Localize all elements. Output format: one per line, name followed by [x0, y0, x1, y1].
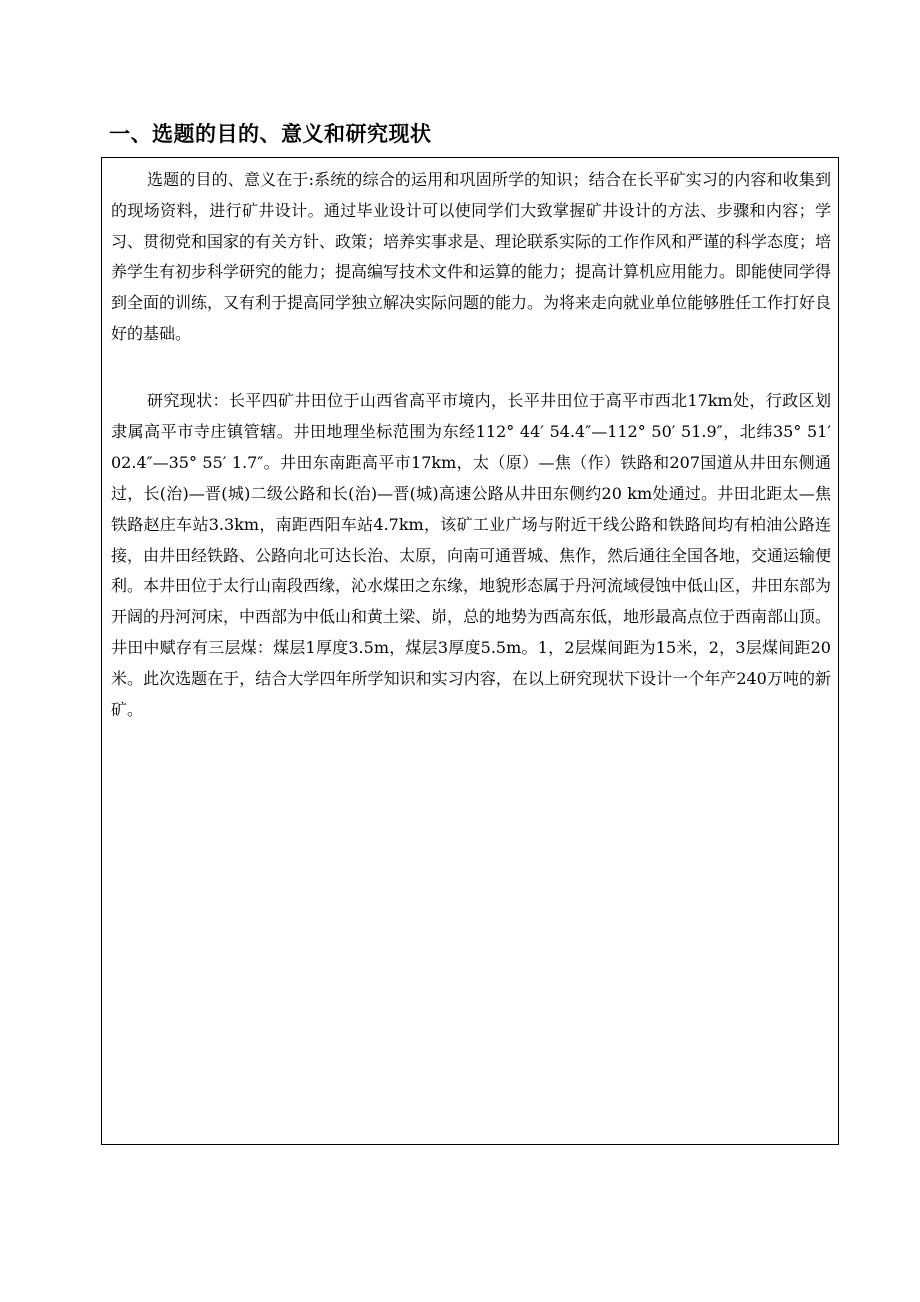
section-heading: 一、选题的目的、意义和研究现状 [109, 122, 432, 146]
content-box [101, 157, 839, 1145]
research-status-paragraph: 研究现状：长平四矿井田位于山西省高平市境内，长平井田位于高平市西北17km处，行政区划隶属高平市寺庄镇管辖。井田地理坐标范围为东经112° 44′ 54.4″—112° 50′ 51.9″，北纬35° 51′ 02.4″—35° 55′ 1.7″。井田东南距高平市17km，太（原）—焦（作）铁路和207国道从井田东侧通过，长(治)—晋(城)二级公路和长(治)—晋(城)高速公路从井田东侧约20 km处通过。井田北距太—焦铁路赵庄车站3.3km，南距西阳车站4.7km，该矿工业广场与附近干线公路和铁路间均有柏油公路连接，由井田经铁路、公路向北可达长治、太原，向南可通晋城、焦作，然后通往全国各地，交通运输便利。本井田位于太行山南段西缘，沁水煤田之东缘，地貌形态属于丹河流域侵蚀中低山区，井田东部为开阔的丹河河床，中西部为中低山和黄土梁、峁，总的地势为西高东低，地形最高点位于西南部山顶。井田中赋存有三层煤：煤层1厚度3.5m，煤层3厚度5.5m。1，2层煤间距为15米，2，3层煤间距20米。此次选题在于，结合大学四年所学知识和实习内容，在以上研究现状下设计一个年产240万吨的新矿。 [111, 391, 832, 720]
purpose-paragraph: 选题的目的、意义在于:系统的综合的运用和巩固所学的知识；结合在长平矿实习的内容和收集到的现场资料，进行矿井设计。通过毕业设计可以使同学们大致掌握矿井设计的方法、步骤和内容；学习、贯彻党和国家的有关方针、政策；培养实事求是、理论联系实际的工作作风和严谨的科学态度；培养学生有初步科学研究的能力；提高编写技术文件和运算的能力；提高计算机应用能力。即能使同学得到全面的训练，又有利于提高同学独立解决实际问题的能力。为将来走向就业单位能够胜任工作打好良好的基础。 [111, 170, 832, 343]
